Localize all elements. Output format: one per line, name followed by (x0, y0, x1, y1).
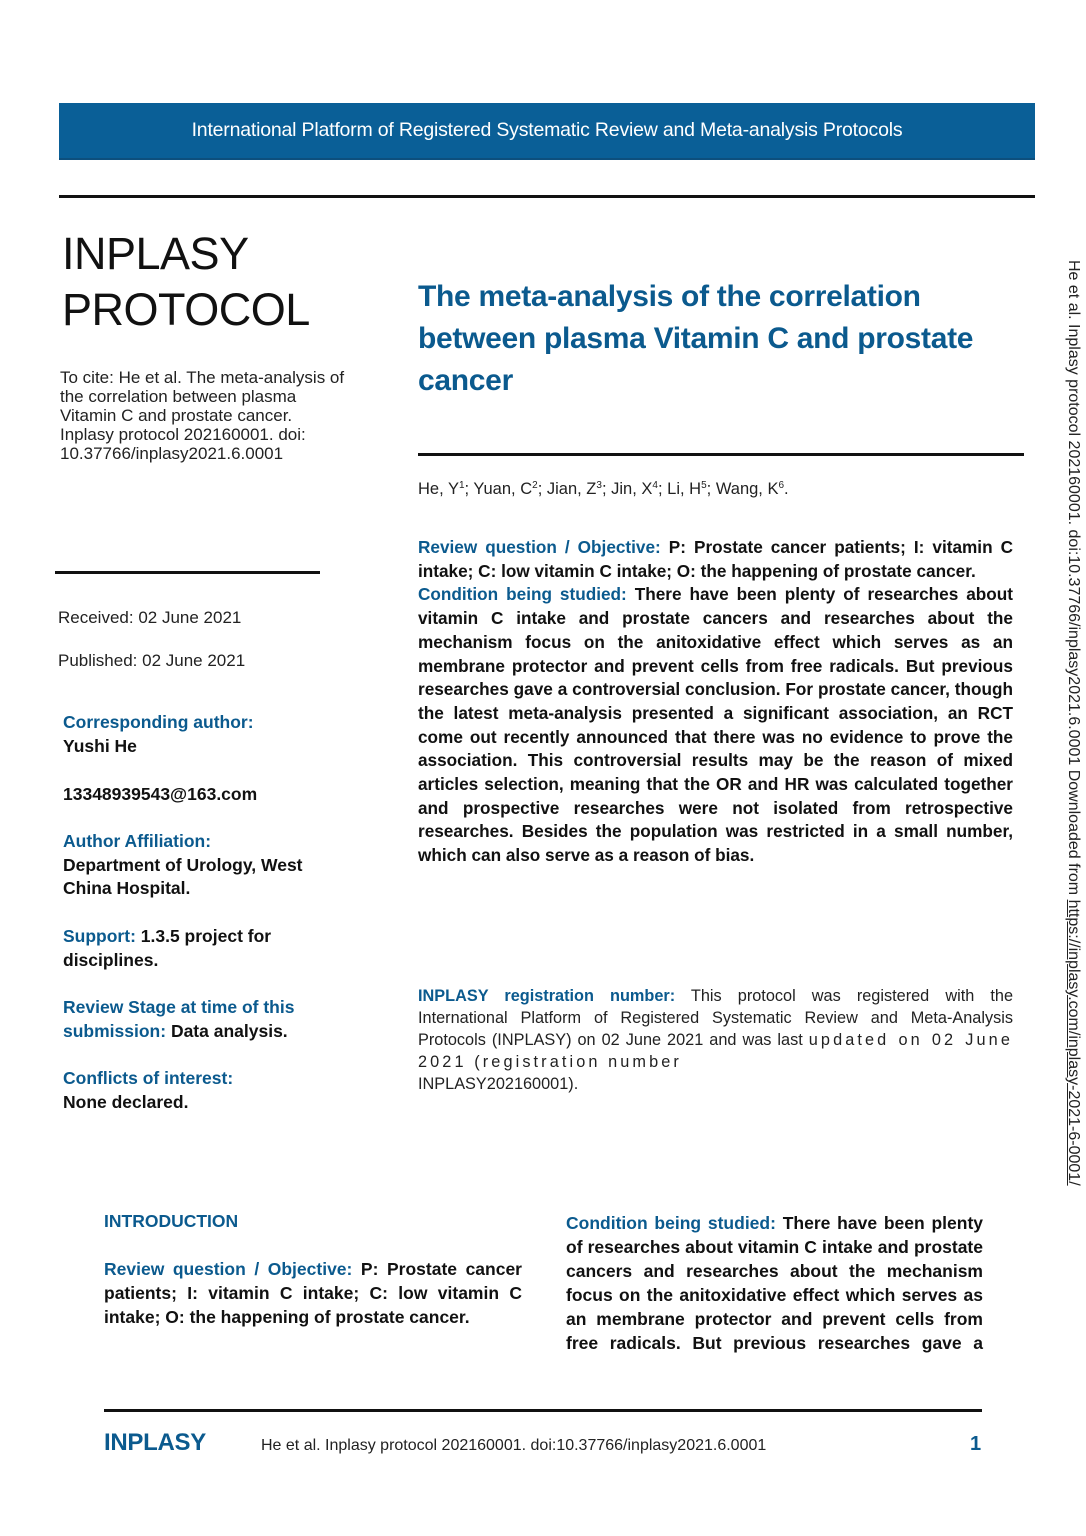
sidebar-divider (55, 571, 320, 574)
condition-label: Condition being studied: (418, 584, 627, 605)
introduction-condition (566, 1211, 983, 1355)
author-separator: . (784, 480, 789, 498)
affiliation-text: Department of Urology, West China Hospital. (63, 854, 303, 898)
citation-text: To cite: He et al. The meta-analysis of the correlation between plasma Vitamin C and prostate cancer. Inplasy protocol 202160001. doi: 10.37766/inplasy2021.6.0001 (60, 368, 345, 463)
author-affiliation-index: 3 (596, 480, 602, 491)
paper-title: The meta-analysis of the correlation between plasma Vitamin C and prostate cancer (418, 280, 974, 397)
review-stage (63, 996, 353, 1043)
title-divider (418, 453, 1024, 456)
conflicts-text: None declared. (63, 1091, 189, 1112)
author-separator: ; (601, 480, 612, 498)
author-name: Wang, K (715, 480, 779, 498)
support-text: 1.3.5 project for disciplines. (63, 926, 272, 970)
footer-brand: INPLASY (104, 1429, 206, 1456)
introduction-review-question (104, 1257, 522, 1329)
page-number: 1 (970, 1433, 982, 1455)
author-affiliation-index: 2 (532, 480, 538, 491)
conflicts-label: Conflicts of interest: (63, 1068, 234, 1088)
brand-line-2: PROTOCOL (62, 284, 310, 335)
support-label: Support: (63, 926, 136, 946)
author-name: Li, H (667, 480, 702, 498)
banner-text: International Platform of Registered Systematic Review and Meta-analysis Protocols (191, 119, 903, 141)
corresponding-label: Corresponding author: (63, 712, 254, 732)
author-affiliation-index: 4 (652, 480, 658, 491)
author-affiliation-index: 1 (458, 480, 465, 491)
margin-note-text (1064, 260, 1082, 1186)
received-date: Received: 02 June 2021 (58, 608, 242, 627)
corresponding-name: Yushi He (63, 735, 137, 756)
author-separator: ; (657, 480, 668, 498)
author-name: Yuan, C (473, 480, 533, 498)
abstract-condition (418, 583, 1013, 867)
review-question-text: P: Prostate cancer patients; I: vitamin C intake; C: low vitamin C intake; O: the happening of prostate cancer. (418, 537, 1013, 581)
abstract-review-question (418, 536, 1013, 583)
registration-text-a: This protocol was registered with the International Platform of Registered Systematic Review and Meta-Analysis Protocols (INPLASY) on 02 June 2021 and was last (418, 987, 1013, 1049)
header-banner (59, 103, 1035, 160)
author-separator: ; (537, 480, 547, 498)
intro-review-label: Review question / Objective: (104, 1259, 353, 1279)
stage-text: Data analysis. (166, 1020, 288, 1041)
author-affiliation (63, 830, 353, 901)
author-name: Jin, X (611, 480, 653, 498)
intro-condition-label: Condition being studied: (566, 1213, 776, 1233)
author-name: Jian, Z (546, 480, 597, 498)
top-divider (59, 195, 1035, 198)
corresponding-author (63, 711, 353, 758)
support-info (63, 925, 353, 972)
brand-line-1: INPLASY (62, 228, 249, 279)
review-question-label: Review question / Objective: (418, 537, 661, 557)
stage-label: Review Stage at time of this submission: (63, 997, 295, 1041)
registration-label: INPLASY registration number: (418, 987, 676, 1005)
intro-review-text: P: Prostate cancer patients; I: vitamin C intake; C: low vitamin C intake; O: the happening of prostate cancer. (104, 1259, 522, 1327)
published-date: Published: 02 June 2021 (58, 651, 246, 670)
author-separator: ; (464, 480, 474, 498)
registration-info (418, 985, 1013, 1095)
author-affiliation-index: 5 (701, 480, 707, 491)
protocol-brand (62, 226, 310, 338)
author-affiliation-index: 6 (778, 480, 785, 491)
footer-citation: He et al. Inplasy protocol 202160001. doi:10.37766/inplasy2021.6.0001 (261, 1437, 767, 1454)
author-separator: ; (706, 480, 716, 498)
conflicts-of-interest (63, 1067, 353, 1114)
author-name: He, Y (418, 480, 459, 498)
margin-note-prefix: He et al. Inplasy protocol 202160001. doi:10.37766/inplasy2021.6.0001 Downloaded from (1065, 260, 1082, 900)
margin-download-note (1056, 260, 1086, 1360)
intro-condition-text: There have been plenty of researches about vitamin C intake and prostate cancers and researches about the mechanism focus on the anitoxidative effect which serves as an membrane protector and prevent cells from free radicals. But previous researches gave a (566, 1213, 984, 1353)
download-link[interactable]: https://inplasy.com/inplasy-2021-6-0001/ (1065, 899, 1082, 1186)
footer-divider (104, 1409, 982, 1412)
affiliation-label: Author Affiliation: (63, 831, 212, 851)
introduction-heading: INTRODUCTION (104, 1211, 239, 1231)
abstract (418, 536, 1013, 868)
author-email: 13348939543@163.com (63, 784, 258, 804)
registration-text-b: updated on 02 June 2021 (registration number (418, 1031, 1013, 1071)
author-list (418, 480, 789, 499)
condition-text: There have been plenty of researches about vitamin C intake and prostate cancers and researches about the mechanism focus on the anitoxidative effect which serves as an membrane protector and prevent cells from free radicals. But previous researches gave a controversial conclusion. For prostate cancer, though the latest meta-analysis presented a significant association, an RCT come out recently announced that there was no evidence to prove the association. This controversial results may be the reason of mixed articles selection, meaning that the OR and HR was calculated together and prospective researches were not isolated from retrospective researches. Besides the population was restricted in a small number, which can also serve as a reason of bias. (418, 584, 1013, 866)
registration-text-c: INPLASY202160001). (418, 1075, 579, 1093)
